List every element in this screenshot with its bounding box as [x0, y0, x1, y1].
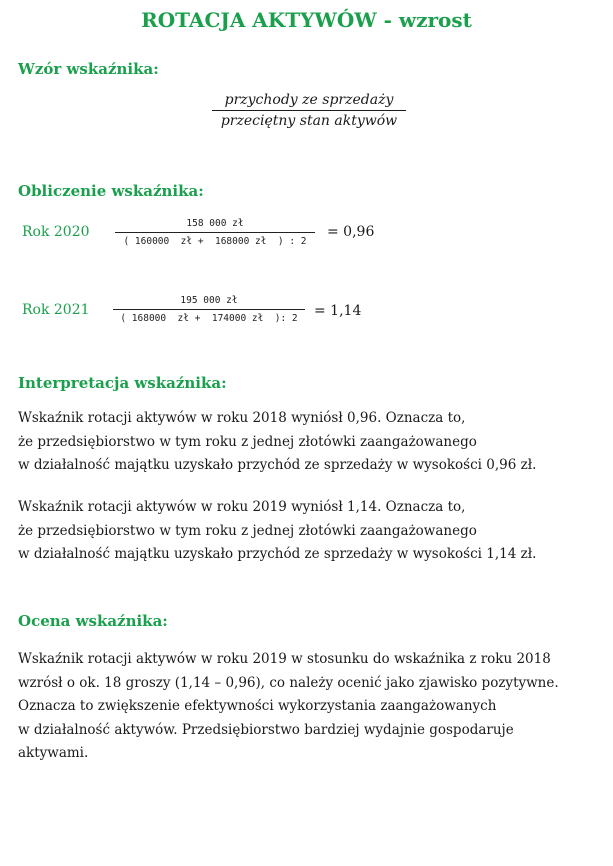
paragraph-line: w działalność majątku uzyskało przychód ze sprzedaży w wysokości 0,96 zł.: [18, 457, 537, 473]
page-title: ROTACJA AKTYWÓW - wzrost: [141, 8, 472, 32]
paragraph-line: Wskaźnik rotacji aktywów w roku 2019 w stosunku do wskaźnika z roku 2018: [18, 651, 551, 667]
formula-numerator: przychody ze sprzedaży: [224, 92, 394, 108]
year-label-2020: Rok 2020: [22, 224, 90, 240]
interpretation-heading: Interpretacja wskaźnika:: [18, 374, 227, 392]
formula-fraction: [212, 92, 406, 129]
calculation-fraction-2021: [113, 295, 305, 324]
calculation-denominator-2021: ( 168000 zł + 174000 zł ): 2: [113, 309, 305, 324]
calculation-result-2020: = 0,96: [327, 224, 375, 240]
interpretation-paragraph-1: [18, 407, 598, 478]
paragraph-line: że przedsiębiorstwo w tym roku z jednej złotówki zaangażowanego: [18, 522, 477, 539]
calculation-denominator-2020: ( 160000 zł + 168000 zł ) : 2: [115, 232, 315, 247]
calculation-numerator-2021: 195 000 zł: [180, 295, 238, 306]
evaluation-heading: Ocena wskaźnika:: [18, 612, 168, 630]
paragraph-line: aktywami.: [18, 745, 89, 761]
calculation-heading: Obliczenie wskaźnika:: [18, 182, 204, 200]
paragraph-line: Oznacza to zwiększenie efektywności wykorzystania zaangażowanych: [18, 698, 497, 714]
calculation-result-2021: = 1,14: [314, 303, 362, 319]
formula-heading: Wzór wskaźnika:: [18, 60, 159, 78]
paragraph-line: Wskaźnik rotacji aktywów w roku 2018 wyniósł 0,96. Oznacza to,: [18, 410, 466, 426]
formula-denominator: przeciętny stan aktywów: [212, 110, 406, 129]
paragraph-line: Wskaźnik rotacji aktywów w roku 2019 wyniósł 1,14. Oznacza to,: [18, 499, 466, 515]
year-label-2021: Rok 2021: [22, 302, 90, 318]
paragraph-line: wzrósł o ok. 18 groszy (1,14 – 0,96), co należy ocenić jako zjawisko pozytywne.: [18, 674, 559, 691]
calculation-numerator-2020: 158 000 zł: [186, 218, 244, 229]
calculation-fraction-2020: [115, 218, 315, 247]
paragraph-line: w działalność majątku uzyskało przychód ze sprzedaży w wysokości 1,14 zł.: [18, 546, 537, 562]
paragraph-line: w działalność aktywów. Przedsiębiorstwo bardziej wydajnie gospodaruje: [18, 721, 514, 738]
evaluation-paragraph: [18, 648, 598, 766]
paragraph-line: że przedsiębiorstwo w tym roku z jednej złotówki zaangażowanego: [18, 433, 477, 450]
interpretation-paragraph-2: [18, 496, 598, 567]
